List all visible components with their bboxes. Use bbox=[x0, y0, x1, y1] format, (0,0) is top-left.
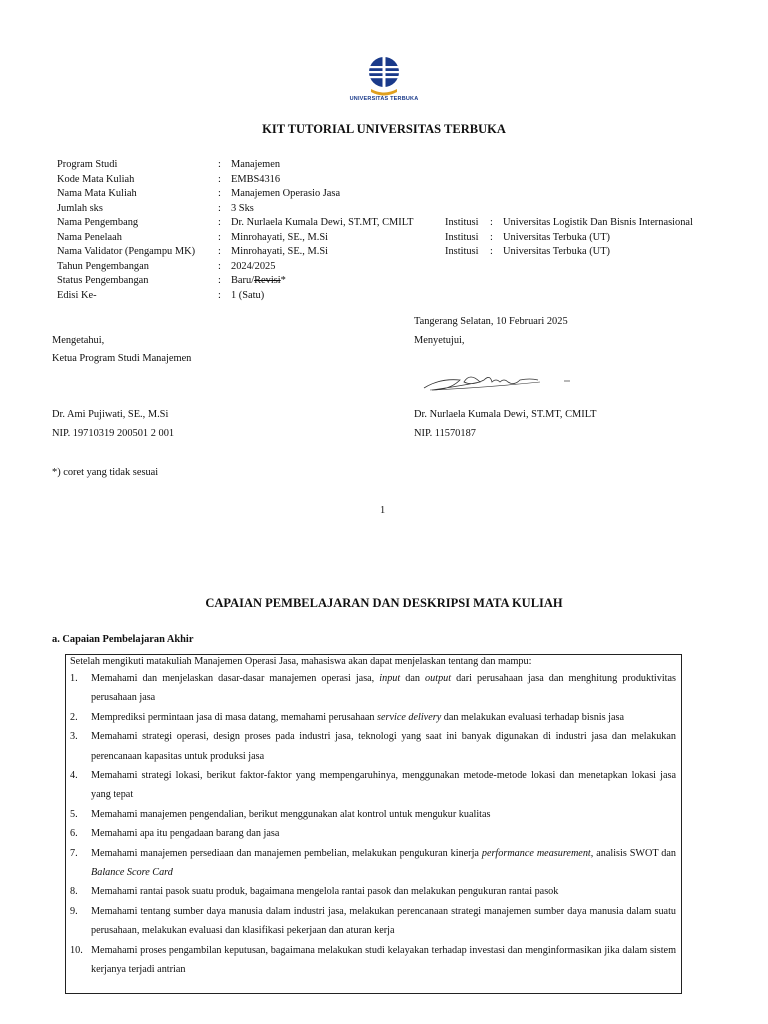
item-text: Memprediksi permintaan jasa di masa datang, memahami perusahaan bbox=[91, 711, 378, 723]
institusi-value: Universitas Logistik Dan Bisnis Internasional bbox=[503, 217, 693, 228]
learning-outcome-item bbox=[66, 708, 681, 727]
signature-image bbox=[420, 368, 576, 398]
institusi-label: Institusi bbox=[445, 246, 479, 257]
item-text: Memahami manajemen pengendalian, berikut menggunakan alat kontrol untuk mengukur kualitas bbox=[91, 808, 491, 820]
info-value: 1 (Satu) bbox=[231, 289, 265, 301]
section-subtitle: a. Capaian Pembelajaran Akhir bbox=[52, 634, 194, 645]
learning-outcome-item bbox=[66, 766, 681, 805]
item-number: 4. bbox=[70, 770, 78, 782]
item-number: 1. bbox=[70, 673, 78, 684]
learning-outcome-item bbox=[66, 941, 681, 980]
info-label: Program Studi bbox=[57, 159, 118, 170]
learning-outcomes-list bbox=[66, 669, 681, 980]
info-value: Manajemen Operasio Jasa bbox=[231, 188, 341, 199]
info-colon: : bbox=[218, 275, 221, 286]
institusi-value: Universitas Terbuka (UT) bbox=[503, 231, 610, 243]
item-text: Memahami proses pengambilan keputusan, bagaimana melakukan studi kelayakan terhadap investasi dan menginformasikan jika dalam sistem kerjanya terjadi antrian bbox=[91, 944, 676, 976]
item-text: Memahami tentang sumber daya manusia dalam industri jasa, melakukan perencanaan strategi manajemen sumber daya manusia dalam suatu perusahaan, melakukan evaluasi dan klasifikasi pekerjaan dan aturan kerja bbox=[91, 905, 676, 937]
left-role: Ketua Program Studi Manajemen bbox=[52, 353, 192, 364]
learning-outcome-item bbox=[66, 727, 681, 766]
item-text: , analisis SWOT dan bbox=[590, 847, 676, 859]
learning-outcome-item bbox=[66, 844, 681, 883]
item-number: 7. bbox=[70, 847, 78, 859]
right-nip: NIP. 11570187 bbox=[414, 428, 476, 439]
item-number: 3. bbox=[70, 731, 78, 743]
learning-outcome-item bbox=[66, 805, 681, 824]
logo-text: UNIVERSITAS TERBUKA bbox=[349, 96, 419, 102]
italic-term: input bbox=[379, 673, 401, 684]
item-text: Memahami dan menjelaskan dasar-dasar manajemen operasi jasa, bbox=[91, 673, 380, 684]
institusi-label: Institusi bbox=[445, 217, 479, 228]
institusi-value: Universitas Terbuka (UT) bbox=[503, 246, 610, 257]
learning-outcome-item bbox=[66, 824, 681, 843]
info-colon: : bbox=[218, 188, 221, 199]
info-colon: : bbox=[218, 217, 221, 228]
learning-outcome-item bbox=[66, 882, 681, 901]
italic-term: Balance Score Card bbox=[91, 867, 173, 879]
info-colon: : bbox=[218, 246, 221, 257]
learning-outcomes-intro: Setelah mengikuti matakuliah Manajemen Operasi Jasa, mahasiswa akan dapat menjelaskan tentang dan mampu: bbox=[70, 656, 532, 667]
info-value: Minrohayati, SE., M.Si bbox=[231, 246, 328, 257]
item-number: 2. bbox=[70, 711, 78, 723]
info-value bbox=[231, 274, 286, 289]
item-text: dan melakukan evaluasi terhadap bisnis jasa bbox=[441, 711, 624, 723]
document-title: KIT TUTORIAL UNIVERSITAS TERBUKA bbox=[262, 122, 506, 136]
info-label: Tahun Pengembangan bbox=[57, 260, 149, 272]
status-revisi-struck: Revisi bbox=[254, 275, 281, 286]
section-title: CAPAIAN PEMBELAJARAN DAN DESKRIPSI MATA KULIAH bbox=[205, 596, 563, 610]
item-text: dan bbox=[400, 673, 426, 684]
info-value: Minrohayati, SE., M.Si bbox=[231, 231, 328, 243]
info-colon: : bbox=[218, 260, 221, 272]
item-text: dari perusahaan jasa dan menghitung produktivitas perusahaan jasa bbox=[91, 673, 676, 704]
left-heading: Mengetahui, bbox=[52, 335, 105, 346]
info-colon: : bbox=[490, 217, 493, 228]
page-number: 1 bbox=[380, 505, 386, 516]
item-number: 10. bbox=[70, 944, 83, 956]
left-name: Dr. Ami Pujiwati, SE., M.Si bbox=[52, 409, 169, 420]
info-label: Status Pengembangan bbox=[57, 275, 149, 286]
info-value: 2024/2025 bbox=[231, 260, 276, 272]
info-label: Nama Validator (Pengampu MK) bbox=[57, 246, 196, 257]
item-text: Memahami strategi lokasi, berikut faktor-faktor yang mempengaruhinya, menggunakan metode-metode lokasi dan menetapkan lokasi jasa yang tepat bbox=[91, 770, 676, 801]
info-label: Jumlah sks bbox=[57, 202, 103, 214]
info-label: Kode Mata Kuliah bbox=[57, 173, 135, 185]
info-label: Nama Penelaah bbox=[57, 231, 122, 243]
info-value: Dr. Nurlaela Kumala Dewi, ST.MT, CMILT bbox=[231, 217, 414, 228]
item-text: Memahami rantai pasok suatu produk, bagaimana mengelola rantai pasok dan melakukan pengukuran rantai pasok bbox=[91, 886, 559, 898]
right-name: Dr. Nurlaela Kumala Dewi, ST.MT, CMILT bbox=[414, 409, 597, 420]
info-colon: : bbox=[490, 246, 493, 257]
info-colon: : bbox=[218, 159, 221, 170]
footnote: *) coret yang tidak sesuai bbox=[52, 467, 159, 478]
item-number: 9. bbox=[70, 905, 78, 917]
info-label: Nama Mata Kuliah bbox=[57, 188, 137, 199]
status-baru: Baru/ bbox=[231, 275, 255, 286]
learning-outcomes-box bbox=[65, 654, 682, 994]
learning-outcome-item bbox=[66, 669, 681, 708]
info-value: 3 Sks bbox=[231, 202, 254, 214]
italic-term: service delivery bbox=[377, 711, 442, 723]
info-value: EMBS4316 bbox=[231, 173, 281, 185]
item-number: 8. bbox=[70, 886, 78, 898]
place-date: Tangerang Selatan, 10 Februari 2025 bbox=[414, 316, 568, 327]
italic-term: performance measurement bbox=[481, 847, 591, 859]
learning-outcome-item bbox=[66, 902, 681, 941]
item-number: 6. bbox=[70, 828, 78, 840]
left-nip: NIP. 19710319 200501 2 001 bbox=[52, 428, 175, 439]
info-colon: : bbox=[490, 231, 493, 243]
item-number: 5. bbox=[70, 808, 78, 820]
right-heading: Menyetujui, bbox=[414, 335, 465, 346]
item-text: Memahami manajemen persediaan dan manajemen pembelian, melakukan pengukuran kinerja bbox=[91, 847, 482, 859]
info-label: Edisi Ke- bbox=[57, 289, 97, 301]
italic-term: output bbox=[425, 673, 452, 684]
info-colon: : bbox=[218, 289, 221, 301]
status-asterisk: * bbox=[280, 275, 286, 286]
info-value: Manajemen bbox=[231, 159, 281, 170]
institusi-label: Institusi bbox=[445, 231, 479, 243]
item-text: Memahami apa itu pengadaan barang dan jasa bbox=[91, 828, 280, 840]
info-colon: : bbox=[218, 173, 221, 185]
item-text: Memahami strategi operasi, design proses pada industri jasa, teknologi yang saat ini banyak digunakan di industri jasa dan melakukan perencanaan kapasitas untuk produksi jasa bbox=[91, 731, 676, 762]
info-label: Nama Pengembang bbox=[57, 217, 139, 228]
info-colon: : bbox=[218, 231, 221, 243]
info-colon: : bbox=[218, 202, 221, 214]
